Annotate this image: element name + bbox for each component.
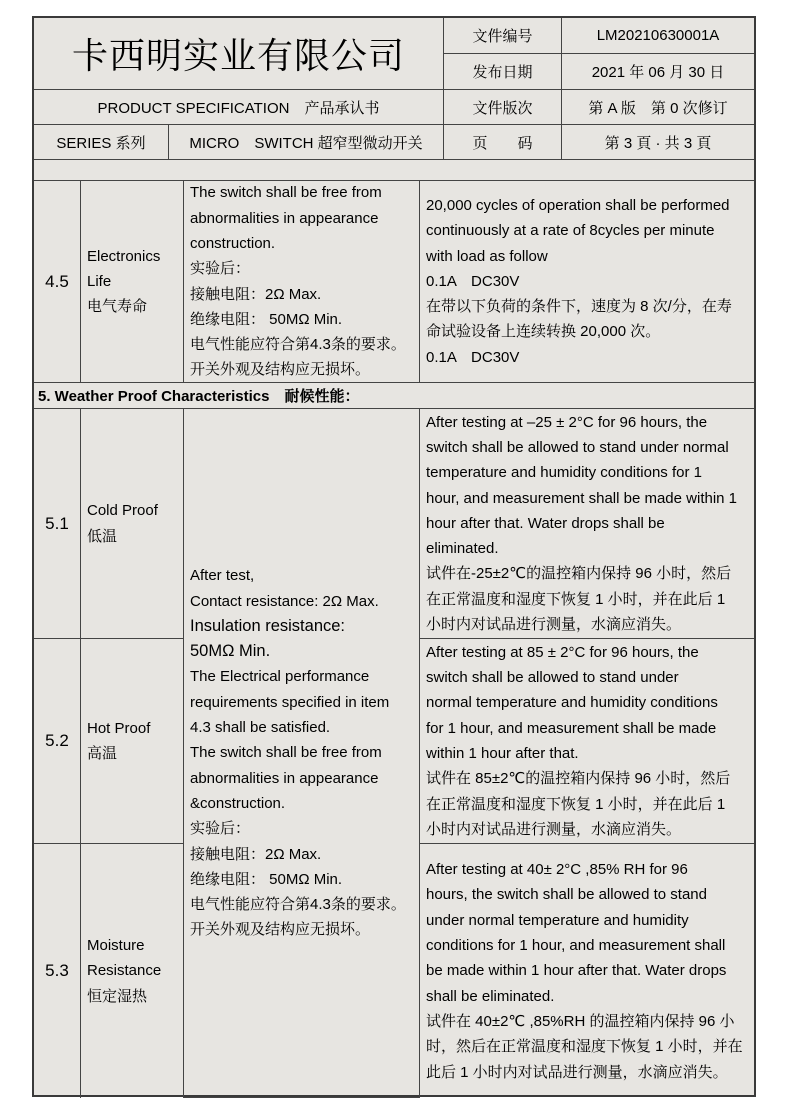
method-line: 时，然后在正常温度和湿度下恢复 1 小时，并在 (426, 1038, 743, 1056)
requirement-line: 实验后： (190, 260, 251, 278)
item-name-line: Life (87, 272, 112, 290)
table-row-4-5 (34, 181, 754, 383)
item-name (81, 639, 184, 844)
method-line: under normal temperature and humidity (426, 911, 689, 929)
requirement-line: 4.3 shall be satisfied. (190, 719, 331, 737)
table-row-5-2 (34, 639, 754, 844)
section-5-heading: 5. Weather Proof Characteristics 耐候性能： (34, 383, 754, 409)
test-method-cell (420, 181, 754, 383)
item-name-line: Hot Proof (87, 719, 151, 737)
date-value: 2021 年 06 月 30 日 (562, 54, 754, 90)
requirement-line: abnormalities in appearance (190, 209, 379, 227)
method-line: 在带以下负荷的条件下，速度为 8 次/分，在寿 (426, 298, 732, 316)
item-name-line: 高温 (87, 745, 118, 762)
method-line: 在正常温度和湿度下恢复 1 小时，并在此后 1 (426, 590, 726, 608)
blank-spacer-row (34, 160, 754, 181)
requirement-line: 绝缘电阻： 50MΩ Min. (190, 310, 343, 328)
method-line: within 1 hour after that. (426, 745, 579, 762)
item-name-line: Cold Proof (87, 502, 158, 520)
method-line: conditions for 1 hour, and measurement shall (426, 937, 726, 955)
requirement-line: 接触电阻：2Ω Max. (190, 285, 322, 303)
method-line: eliminated. (426, 540, 499, 558)
item-name-line: Electronics (87, 247, 161, 265)
requirement-line: requirements specified in item (190, 693, 390, 711)
method-line: 试件在 40±2℃ ,85%RH 的温控箱内保持 96 小 (426, 1012, 735, 1030)
requirement-line: &construction. (190, 794, 286, 812)
document-header (34, 18, 754, 160)
item-name-line: Moisture (87, 937, 145, 955)
requirement-line: The switch shall be free from (190, 744, 382, 762)
test-method-cell (420, 409, 754, 639)
method-line: 0.1A DC30V (426, 272, 520, 290)
test-method-cell (420, 639, 754, 844)
table-row-5-3 (34, 844, 754, 1098)
requirement-line: Insulation resistance: (190, 616, 346, 635)
item-name-line: 恒定湿热 (87, 987, 148, 1005)
page-label: 页 码 (444, 125, 562, 160)
method-line: be made within 1 hour after that. Water drops (426, 962, 727, 980)
date-label: 发布日期 (444, 54, 562, 90)
method-line: 此后 1 小时内对试品进行测量，水滴应消失。 (426, 1063, 728, 1081)
method-line: shall be eliminated. (426, 987, 555, 1005)
doc-no-label: 文件编号 (444, 18, 562, 54)
requirement-line: 开关外观及结构应无损坏。 (190, 921, 371, 939)
item-name (81, 409, 184, 639)
item-number: 5.3 (34, 844, 81, 1098)
method-line: normal temperature and humidity conditions (426, 694, 718, 712)
requirement-cell (184, 181, 420, 383)
item-name (81, 844, 184, 1098)
requirement-line: 电气性能应符合第4.3条的要求。 (190, 896, 406, 914)
specification-sheet (32, 16, 756, 1097)
item-name-line: Resistance (87, 962, 162, 980)
item-name-line: 低温 (87, 527, 118, 545)
method-line: 小时内对试品进行测量，水滴应消失。 (426, 616, 682, 634)
company-name: 卡西明实业有限公司 (34, 18, 444, 90)
requirement-line: The switch shall be free from (190, 184, 382, 202)
item-name-line: 电气寿命 (87, 298, 148, 316)
requirement-line: 开关外观及结构应无损坏。 (190, 361, 371, 379)
requirement-line: After test, (190, 567, 255, 585)
version-label: 文件版次 (444, 90, 562, 125)
method-line: After testing at 85 ± 2°C for 96 hours, the (426, 643, 699, 661)
item-number: 4.5 (34, 181, 81, 383)
requirement-line: 实验后： (190, 820, 251, 838)
method-line: After testing at –25 ± 2°C for 96 hours, the (426, 413, 708, 431)
method-line: hour after that. Water drops shall be (426, 514, 665, 532)
item-name (81, 181, 184, 383)
method-line: temperature and humidity conditions for 1 (426, 464, 702, 482)
requirement-line: 50MΩ Min. (190, 642, 271, 661)
method-line: switch shall be allowed to stand under (426, 669, 679, 687)
requirement-line: 接触电阻：2Ω Max. (190, 845, 322, 863)
method-line: 小时内对试品进行测量，水滴应消失。 (426, 820, 682, 838)
table-row-5-1 (34, 409, 754, 639)
item-number: 5.1 (34, 409, 81, 639)
method-line: 命试验设备上连续转换 20,000 次。 (426, 323, 661, 341)
method-line: with load as follow (426, 247, 548, 265)
method-line: hours, the switch shall be allowed to stand (426, 886, 707, 904)
method-line: 20,000 cycles of operation shall be performed (426, 196, 730, 214)
method-line: switch shall be allowed to stand under normal (426, 438, 729, 456)
requirement-line: construction. (190, 234, 276, 252)
version-value: 第 A 版 第 0 次修订 (562, 90, 754, 125)
method-line: 试件在-25±2℃的温控箱内保持 96 小时，然后 (426, 565, 732, 583)
method-line: for 1 hour, and measurement shall be made (426, 719, 717, 737)
requirement-line: The Electrical performance (190, 668, 370, 686)
requirement-line: 绝缘电阻： 50MΩ Min. (190, 870, 343, 888)
method-line: hour, and measurement shall be made within 1 (426, 489, 738, 507)
series-value: MICRO SWITCH 超窄型微动开关 (169, 125, 444, 160)
item-number: 5.2 (34, 639, 81, 844)
requirement-line: abnormalities in appearance (190, 769, 379, 787)
method-line: 0.1A DC30V (426, 348, 520, 366)
method-line: After testing at 40± 2°C ,85% RH for 96 (426, 861, 688, 879)
spec-title: PRODUCT SPECIFICATION 产品承认书 (34, 90, 444, 125)
page-value: 第 3 頁 · 共 3 頁 (562, 125, 754, 160)
doc-no-value: LM20210630001A (562, 18, 754, 54)
requirement-line: 电气性能应符合第4.3条的要求。 (190, 336, 406, 354)
test-method-cell (420, 844, 754, 1098)
requirement-line: Contact resistance: 2Ω Max. (190, 592, 379, 610)
method-line: continuously at a rate of 8cycles per minute (426, 222, 715, 240)
method-line: 在正常温度和湿度下恢复 1 小时，并在此后 1 (426, 795, 726, 813)
series-label: SERIES 系列 (34, 125, 169, 160)
method-line: 试件在 85±2℃的温控箱内保持 96 小时，然后 (426, 770, 731, 788)
